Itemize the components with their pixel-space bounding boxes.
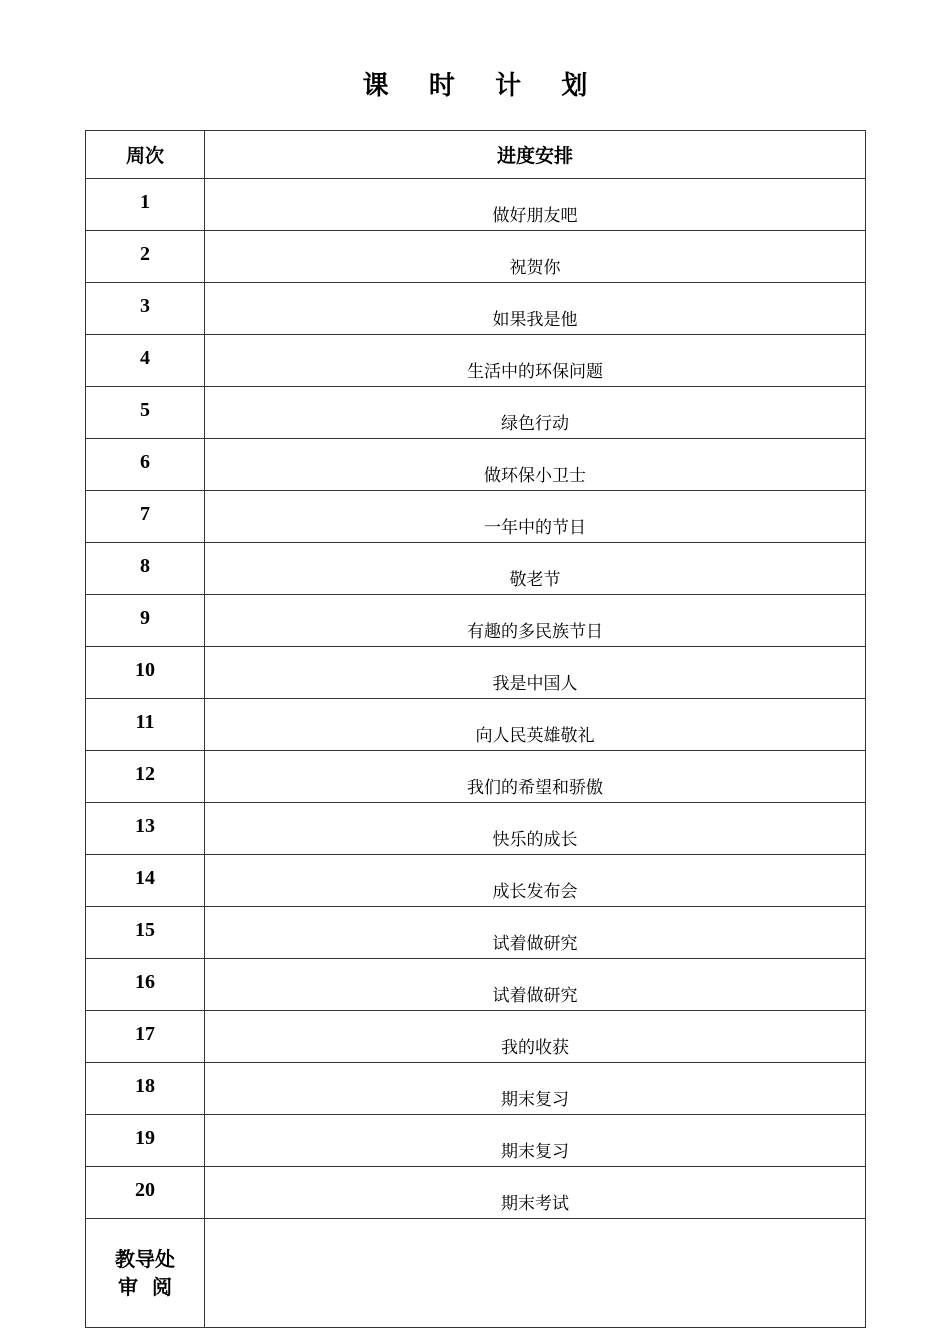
week-number: 14 xyxy=(86,855,205,907)
page-title: 课 时 计 划 xyxy=(362,71,603,101)
table-row xyxy=(86,803,866,855)
lesson-plan-table xyxy=(85,130,866,1328)
table-row xyxy=(86,491,866,543)
lesson-topic: 我是中国人 xyxy=(205,647,866,699)
lesson-topic: 祝贺你 xyxy=(205,231,866,283)
week-number: 19 xyxy=(86,1115,205,1167)
table-row xyxy=(86,1167,866,1219)
table-row xyxy=(86,543,866,595)
table-row xyxy=(86,387,866,439)
review-content-area[interactable] xyxy=(205,1219,866,1328)
week-number: 17 xyxy=(86,1011,205,1063)
review-label-line2: 审 阅 xyxy=(118,1275,172,1299)
lesson-topic: 做好朋友吧 xyxy=(205,179,866,231)
lesson-topic: 我的收获 xyxy=(205,1011,866,1063)
table-row xyxy=(86,1011,866,1063)
week-number: 12 xyxy=(86,751,205,803)
review-label-line1: 教导处 xyxy=(115,1247,175,1271)
lesson-topic: 一年中的节日 xyxy=(205,491,866,543)
table-row xyxy=(86,335,866,387)
table-row xyxy=(86,439,866,491)
table-row xyxy=(86,959,866,1011)
week-column-header: 周次 xyxy=(86,131,205,179)
table-row xyxy=(86,751,866,803)
table-row xyxy=(86,699,866,751)
lesson-topic: 成长发布会 xyxy=(205,855,866,907)
table-row xyxy=(86,283,866,335)
lesson-topic: 试着做研究 xyxy=(205,959,866,1011)
table-row xyxy=(86,1115,866,1167)
week-number: 11 xyxy=(86,699,205,751)
review-label xyxy=(86,1219,205,1328)
lesson-topic: 期末复习 xyxy=(205,1063,866,1115)
week-number: 1 xyxy=(86,179,205,231)
week-number: 15 xyxy=(86,907,205,959)
week-number: 2 xyxy=(86,231,205,283)
week-number: 16 xyxy=(86,959,205,1011)
week-number: 8 xyxy=(86,543,205,595)
week-number: 5 xyxy=(86,387,205,439)
lesson-topic: 敬老节 xyxy=(205,543,866,595)
table-row xyxy=(86,907,866,959)
table-row xyxy=(86,647,866,699)
lesson-topic: 向人民英雄敬礼 xyxy=(205,699,866,751)
week-number: 13 xyxy=(86,803,205,855)
plan-column-header: 进度安排 xyxy=(205,131,866,179)
table-row xyxy=(86,1063,866,1115)
lesson-topic: 我们的希望和骄傲 xyxy=(205,751,866,803)
lesson-topic: 如果我是他 xyxy=(205,283,866,335)
lesson-topic: 快乐的成长 xyxy=(205,803,866,855)
week-number: 18 xyxy=(86,1063,205,1115)
lesson-topic: 做环保小卫士 xyxy=(205,439,866,491)
lesson-topic: 绿色行动 xyxy=(205,387,866,439)
week-number: 9 xyxy=(86,595,205,647)
lesson-topic: 期末复习 xyxy=(205,1115,866,1167)
week-number: 3 xyxy=(86,283,205,335)
week-number: 10 xyxy=(86,647,205,699)
table-row xyxy=(86,231,866,283)
week-number: 4 xyxy=(86,335,205,387)
week-number: 20 xyxy=(86,1167,205,1219)
lesson-topic: 生活中的环保问题 xyxy=(205,335,866,387)
table-row xyxy=(86,855,866,907)
week-number: 7 xyxy=(86,491,205,543)
week-number: 6 xyxy=(86,439,205,491)
review-row xyxy=(86,1219,866,1328)
table-header-row xyxy=(86,131,866,179)
lesson-topic: 有趣的多民族节日 xyxy=(205,595,866,647)
lesson-topic: 试着做研究 xyxy=(205,907,866,959)
table-body xyxy=(86,179,866,1328)
lesson-topic: 期末考试 xyxy=(205,1167,866,1219)
table-row xyxy=(86,595,866,647)
table-row xyxy=(86,179,866,231)
